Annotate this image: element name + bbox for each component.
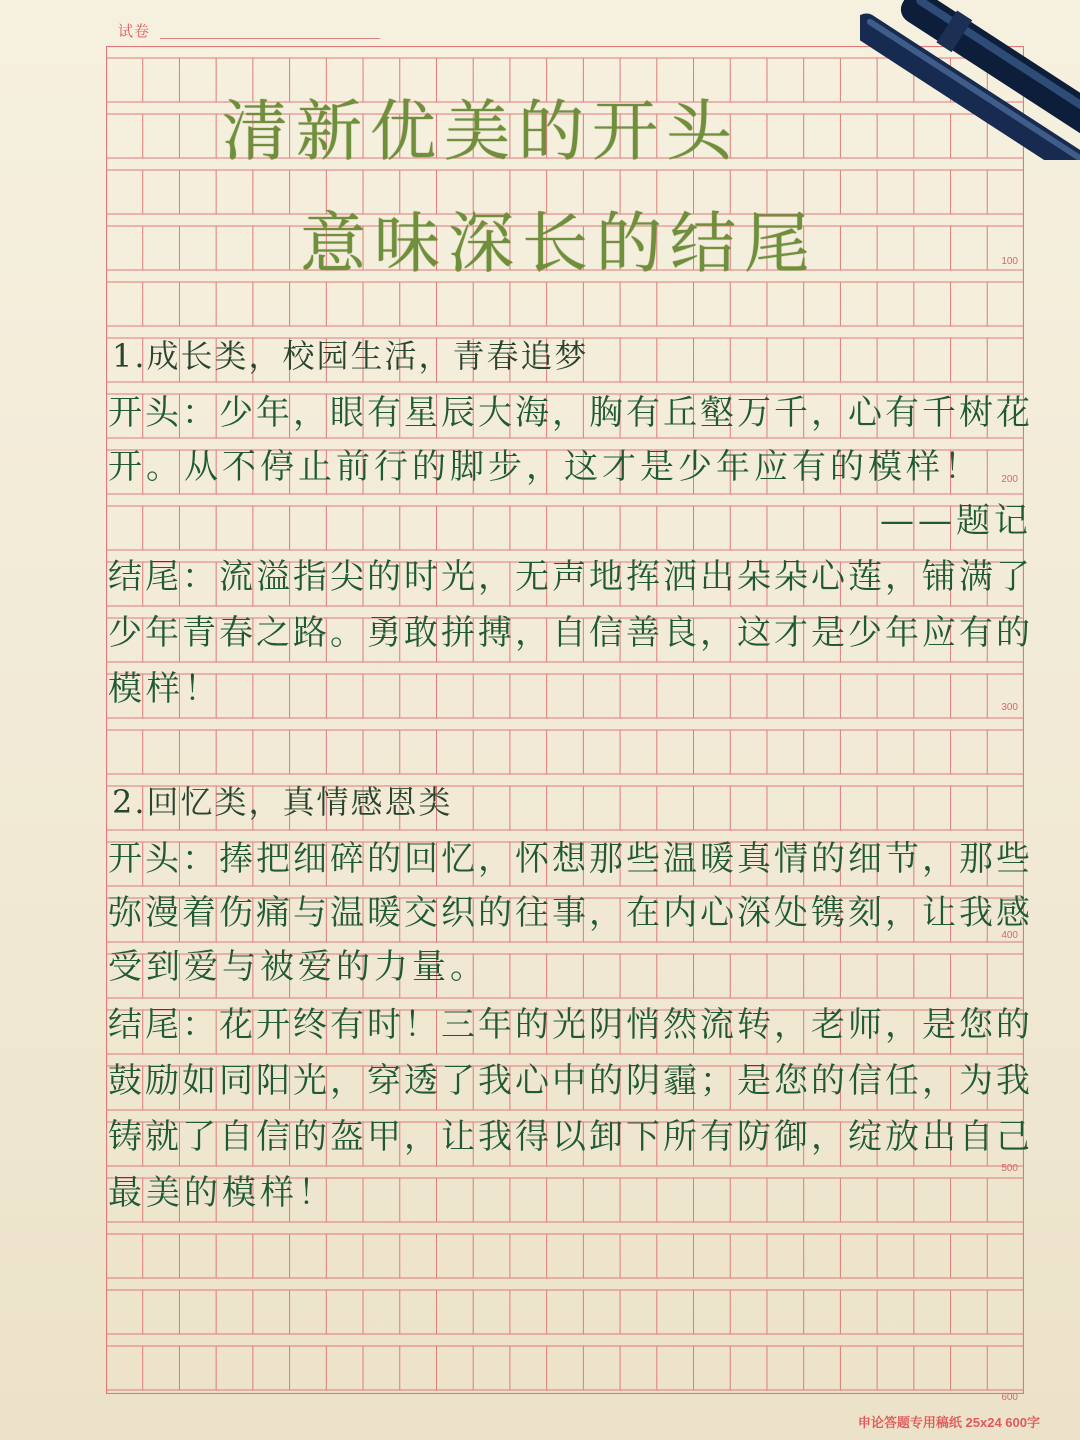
section1-attribution: ——题记 [880,501,1032,541]
counter-600: 600 [1001,1392,1018,1403]
header-label: 试卷 [118,23,151,40]
title-line-1: 清新优美的开头 [222,93,740,170]
counter-500: 500 [1001,1163,1018,1174]
section1-opening-line-2: 开。从不停止前行的脚步，这才是少年应有的模样！ [108,447,982,487]
section2-opening-line-2: 弥漫着伤痛与温暖交织的往事，在内心深处镌刻，让我感 [108,893,1033,933]
sheet-footer: 申论答题专用稿纸 25x24 600字 [857,1415,1040,1430]
counter-300: 300 [1001,702,1018,713]
section2-heading: 2.回忆类，真情感恩类 [112,783,453,821]
section1-ending-line-3: 模样！ [108,669,222,709]
counter-100: 100 [1001,256,1018,267]
section2-ending-line-3: 铸就了自信的盔甲，让我得以卸下所有防御，绽放出自己 [108,1117,1033,1157]
section1-ending-line-1: 结尾：流溢指尖的时光，无声地挥洒出朵朵心莲，铺满了 [108,557,1033,597]
section2-opening-line-1: 开头：捧把细碎的回忆，怀想那些温暖真情的细节，那些 [108,839,1033,879]
section1-heading: 1.成长类，校园生活，青春追梦 [112,337,589,375]
counter-200: 200 [1001,474,1018,485]
section2-ending-line-4: 最美的模样！ [108,1173,336,1213]
section1-opening-line-1: 开头：少年，眼有星辰大海，胸有丘壑万千，心有千树花 [108,393,1033,433]
section1-ending-line-2: 少年青春之路。勇敢拼搏，自信善良，这才是少年应有的 [108,613,1033,653]
section2-ending-line-2: 鼓励如同阳光，穿透了我心中的阴霾；是您的信任，为我 [108,1061,1033,1101]
header-underline [160,38,380,39]
section2-opening-line-3: 受到爱与被爱的力量。 [108,947,488,987]
counter-400: 400 [1001,930,1018,941]
title-line-2: 意味深长的结尾 [300,205,818,282]
section2-ending-line-1: 结尾：花开终有时！三年的光阴悄然流转，老师，是您的 [108,1005,1033,1045]
